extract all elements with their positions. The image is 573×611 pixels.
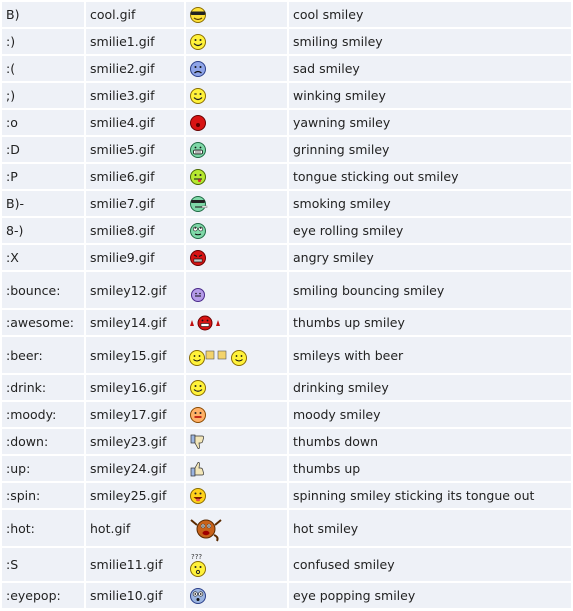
smiley-filename: smilie11.gif	[86, 548, 184, 581]
smiley-image-cell	[186, 456, 287, 481]
smiley-filename: smilie7.gif	[86, 191, 184, 216]
smiley-image-cell	[186, 56, 287, 81]
smiley-image-cell	[186, 583, 287, 608]
table-row	[2, 164, 571, 189]
smiley-filename: smiley12.gif	[86, 272, 184, 308]
smiley-code: :X	[2, 245, 84, 270]
smiley-image-cell	[186, 310, 287, 335]
table-row	[2, 583, 571, 608]
cool-smiley-icon	[188, 6, 208, 24]
eye-popping-smiley-icon	[188, 587, 208, 605]
smiley-image-cell	[186, 245, 287, 270]
smiley-code: :P	[2, 164, 84, 189]
table-row	[2, 272, 571, 308]
table-row	[2, 337, 571, 373]
smiley-description: winking smiley	[289, 83, 571, 108]
table-row	[2, 429, 571, 454]
smiley-filename: hot.gif	[86, 510, 184, 546]
smiley-filename: smiley23.gif	[86, 429, 184, 454]
smiley-filename: smilie8.gif	[86, 218, 184, 243]
smiley-code: :moody:	[2, 402, 84, 427]
smiley-code: :(	[2, 56, 84, 81]
smiley-description: confused smiley	[289, 548, 571, 581]
smiley-code: :up:	[2, 456, 84, 481]
table-row	[2, 29, 571, 54]
table-row	[2, 456, 571, 481]
smiley-image-cell	[186, 429, 287, 454]
smiley-filename: smiley24.gif	[86, 456, 184, 481]
smiley-image-cell	[186, 218, 287, 243]
smiley-code: B)	[2, 2, 84, 27]
table-row	[2, 218, 571, 243]
smiley-image-cell	[186, 83, 287, 108]
confused-smiley-icon	[188, 552, 208, 578]
beer-smileys-icon	[188, 348, 248, 368]
smiley-image-cell	[186, 510, 287, 546]
moody-smiley-icon	[188, 406, 208, 424]
table-row	[2, 137, 571, 162]
table-row	[2, 375, 571, 400]
smiley-description: smiling smiley	[289, 29, 571, 54]
smiley-description: thumbs up	[289, 456, 571, 481]
smiley-filename: smilie1.gif	[86, 29, 184, 54]
table-row	[2, 83, 571, 108]
smiley-code: :bounce:	[2, 272, 84, 308]
smiley-code: :)	[2, 29, 84, 54]
table-row	[2, 483, 571, 508]
smiley-code: :down:	[2, 429, 84, 454]
smiley-filename: smiley14.gif	[86, 310, 184, 335]
smiley-image-cell	[186, 137, 287, 162]
smiley-filename: smilie4.gif	[86, 110, 184, 135]
smiley-description: drinking smiley	[289, 375, 571, 400]
smiley-image-cell	[186, 483, 287, 508]
smiley-image-cell	[186, 110, 287, 135]
smiley-filename: smiley15.gif	[86, 337, 184, 373]
smiley-description: sad smiley	[289, 56, 571, 81]
smiley-code: B)-	[2, 191, 84, 216]
smiley-image-cell	[186, 29, 287, 54]
hot-smiley-icon	[188, 513, 224, 543]
smiley-description: spinning smiley sticking its tongue out	[289, 483, 571, 508]
smiley-code: :o	[2, 110, 84, 135]
smiley-code: ;)	[2, 83, 84, 108]
thumbs-up-icon	[188, 460, 208, 478]
smiley-code: :spin:	[2, 483, 84, 508]
smiley-code: :D	[2, 137, 84, 162]
table-row	[2, 402, 571, 427]
eye-rolling-smiley-icon	[188, 222, 208, 240]
smiley-image-cell	[186, 191, 287, 216]
angry-smiley-icon	[188, 249, 208, 267]
smiley-code: :drink:	[2, 375, 84, 400]
smiley-filename: smilie3.gif	[86, 83, 184, 108]
smiley-code: 8-)	[2, 218, 84, 243]
smiley-image-cell	[186, 402, 287, 427]
bouncing-smiley-icon	[188, 285, 208, 303]
svg-text:???: ???	[191, 552, 203, 561]
smiley-filename: smilie9.gif	[86, 245, 184, 270]
smiley-filename: cool.gif	[86, 2, 184, 27]
smiley-filename: smilie10.gif	[86, 583, 184, 608]
sad-smiley-icon	[188, 60, 208, 78]
smiley-code: :hot:	[2, 510, 84, 546]
smiley-filename: smiley17.gif	[86, 402, 184, 427]
smiley-filename: smilie5.gif	[86, 137, 184, 162]
smiley-description: tongue sticking out smiley	[289, 164, 571, 189]
smiley-description: yawning smiley	[289, 110, 571, 135]
smiley-filename: smiley16.gif	[86, 375, 184, 400]
smoking-smiley-icon	[188, 195, 208, 213]
smiley-filename: smiley25.gif	[86, 483, 184, 508]
smiley-description: hot smiley	[289, 510, 571, 546]
table-row	[2, 510, 571, 546]
smiley-image-cell	[186, 2, 287, 27]
smiley-code: :eyepop:	[2, 583, 84, 608]
smiley-code: :beer:	[2, 337, 84, 373]
table-row	[2, 110, 571, 135]
table-row	[2, 56, 571, 81]
smiley-description: moody smiley	[289, 402, 571, 427]
yawning-smiley-icon	[188, 114, 208, 132]
smiley-description: thumbs down	[289, 429, 571, 454]
thumbs-down-icon	[188, 433, 208, 451]
smiley-filename: smilie6.gif	[86, 164, 184, 189]
thumbs-up-smiley-icon	[188, 314, 222, 332]
table-row	[2, 2, 571, 27]
smiley-description: smileys with beer	[289, 337, 571, 373]
smiley-description: cool smiley	[289, 2, 571, 27]
table-row	[2, 548, 571, 581]
smiley-image-cell	[186, 164, 287, 189]
smiley-description: smoking smiley	[289, 191, 571, 216]
smiley-description: eye popping smiley	[289, 583, 571, 608]
smiley-description: angry smiley	[289, 245, 571, 270]
drinking-smiley-icon	[188, 379, 208, 397]
smiley-code: :S	[2, 548, 84, 581]
smiley-description: grinning smiley	[289, 137, 571, 162]
smiley-image-cell	[186, 272, 287, 308]
smiley-image-cell	[186, 548, 287, 581]
table-row	[2, 245, 571, 270]
smiley-description: eye rolling smiley	[289, 218, 571, 243]
smiley-code: :awesome:	[2, 310, 84, 335]
table-row	[2, 191, 571, 216]
smiley-description: smiling bouncing smiley	[289, 272, 571, 308]
smiley-image-cell	[186, 375, 287, 400]
winking-smiley-icon	[188, 87, 208, 105]
smiley-description: thumbs up smiley	[289, 310, 571, 335]
spinning-smiley-icon	[188, 487, 208, 505]
smiling-smiley-icon	[188, 33, 208, 51]
tongue-smiley-icon	[188, 168, 208, 186]
grinning-smiley-icon	[188, 141, 208, 159]
smiley-filename: smilie2.gif	[86, 56, 184, 81]
table-row	[2, 310, 571, 335]
smiley-image-cell	[186, 337, 287, 373]
